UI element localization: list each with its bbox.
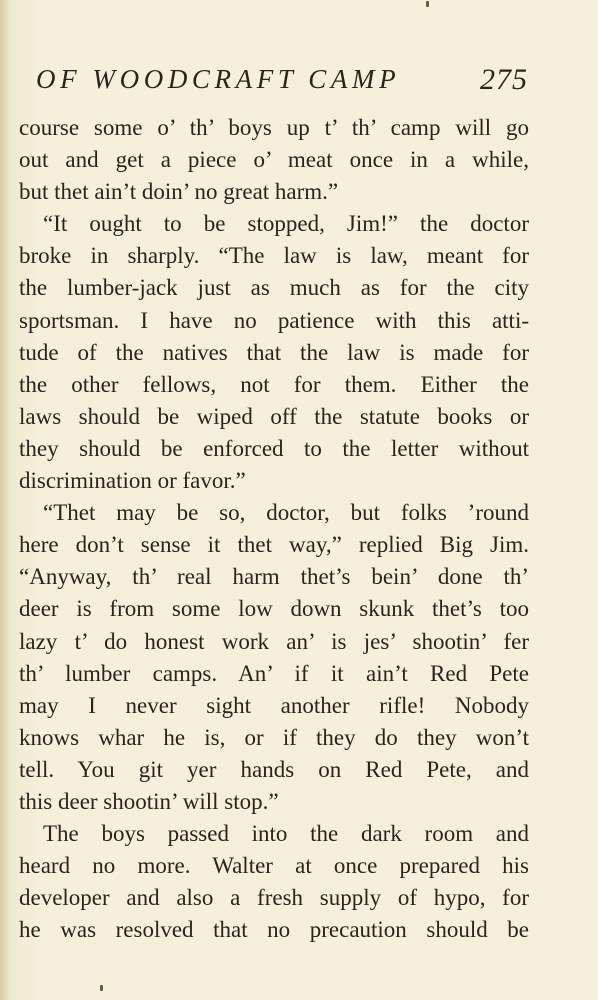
text-line: this deer shootin’ will stop.”	[19, 788, 279, 814]
ink-speck	[100, 985, 103, 991]
page-number: 275	[480, 63, 528, 96]
text-line: the other fellows, not for them. Either the	[19, 371, 529, 397]
text-line: heard no more. Walter at once prepared his	[19, 853, 529, 879]
text-line: The boys passed into the dark room and	[43, 821, 529, 847]
text-line: tude of the natives that the law is made for	[19, 339, 529, 365]
text-line: laws should be wiped off the statute books or	[19, 403, 529, 429]
text-line: “It ought to be stopped, Jim!” the doctor	[43, 211, 529, 237]
text-line: sportsman. I have no patience with this atti-	[19, 307, 529, 333]
text-line: lazy t’ do honest work an’ is jes’ shootin’ fer	[19, 628, 529, 654]
running-title: OF WOODCRAFT CAMP	[36, 64, 401, 94]
text-line: “Thet may be so, doctor, but folks ’round	[43, 500, 529, 526]
text-line: discrimination or favor.”	[19, 468, 246, 494]
text-line: “Anyway, th’ real harm thet’s bein’ done th’	[19, 564, 529, 590]
text-line: he was resolved that no precaution should be	[19, 917, 529, 943]
text-line: course some o’ th’ boys up t’ th’ camp will go	[19, 115, 529, 140]
text-line: broke in sharply. “The law is law, meant for	[19, 243, 529, 269]
text-line: the lumber-jack just as much as for the city	[19, 275, 529, 301]
text-line: knows whar he is, or if they do they won’t	[19, 724, 529, 750]
text-line: they should be enforced to the letter without	[19, 435, 529, 461]
gutter-shadow	[0, 0, 10, 1000]
text-line: developer and also a fresh supply of hypo, for	[19, 885, 529, 911]
text-line: tell. You git yer hands on Red Pete, and	[19, 756, 529, 782]
text-line: may I never sight another rifle! Nobody	[19, 692, 529, 718]
text-line: th’ lumber camps. An’ if it ain’t Red Pete	[19, 660, 529, 686]
body-text	[19, 112, 529, 946]
text-line: deer is from some low down skunk thet’s too	[19, 596, 529, 622]
text-line: here don’t sense it thet way,” replied Big Jim.	[19, 532, 529, 558]
text-line: out and get a piece o’ meat once in a while,	[19, 147, 529, 173]
text-line: but thet ain’t doin’ no great harm.”	[19, 179, 339, 205]
ink-speck	[426, 1, 429, 7]
